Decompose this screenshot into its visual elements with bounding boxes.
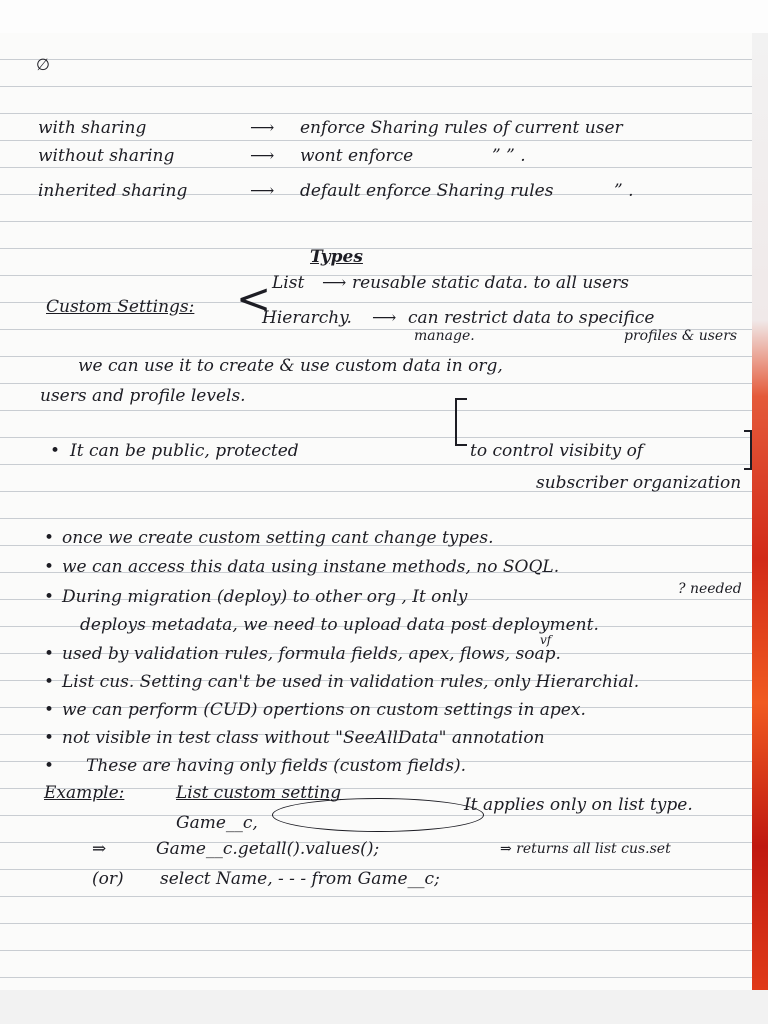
bullet-item: [0, 581, 752, 611]
aside-note: ? needed: [678, 581, 742, 597]
hierarchy-description: can restrict data to specifice: [408, 308, 655, 328]
bracket-icon: [744, 430, 752, 470]
bullet-icon: •: [44, 587, 55, 607]
bullet-icon: •: [44, 728, 55, 748]
keyword: without sharing: [38, 146, 175, 166]
aside-note: vf: [540, 633, 552, 647]
bullet-item: [0, 753, 752, 780]
example-line-3-note: ⇒ returns all list cus.set: [500, 841, 671, 857]
red-background-edge: [752, 33, 768, 990]
sharing-row-2: [0, 143, 752, 170]
bullet-item: [0, 525, 752, 552]
bullet-icon: •: [50, 441, 61, 461]
bullet-text: deploys metadata, we need to upload data post deployment.: [80, 615, 599, 635]
example-line-3: Game__c.getall().values();: [156, 839, 380, 859]
list-type-row: [0, 270, 752, 297]
example-or: (or): [92, 869, 124, 889]
bullet-item: [0, 633, 752, 668]
description: enforce Sharing rules of current user: [300, 118, 623, 138]
usage-text-2: users and profile levels.: [40, 386, 246, 406]
example-line-2: Game__c,: [176, 813, 258, 833]
bullet-text: During migration (deploy) to other org , It only: [62, 587, 468, 607]
list-description: reusable static data. to all users: [352, 273, 629, 293]
bullet-item: [0, 554, 752, 581]
bullet-icon: •: [44, 756, 55, 776]
example-row-3: [0, 836, 752, 863]
visibility-row: [0, 438, 752, 465]
arrow-icon: ⟶: [250, 118, 275, 138]
bullet-text: we can perform (CUD) opertions on custom settings in apex.: [62, 700, 586, 720]
manage-note: manage.: [414, 328, 475, 344]
visibility-note-2: subscriber organization: [536, 473, 742, 493]
visibility-row-2: [0, 470, 752, 497]
bullet-continuation: [0, 612, 752, 639]
usage-line-2: [0, 383, 752, 410]
visibility-text: It can be public, protected: [70, 441, 299, 461]
bullet-item: [0, 697, 752, 724]
arrow-icon: ⟶: [372, 308, 397, 328]
bullet-item: [0, 725, 752, 752]
bullet-text: once we create custom setting cant change types.: [62, 528, 494, 548]
keyword: inherited sharing: [38, 181, 188, 201]
example-row-4: [0, 866, 752, 893]
example-line-4: select Name, - - - from Game__c;: [160, 869, 440, 889]
visibility-note-1: to control visibity of: [470, 441, 644, 461]
sharing-row-1: [0, 115, 752, 142]
sharing-row-3: [0, 178, 752, 205]
bullet-item: [0, 669, 752, 696]
arrow-icon: ⟶: [250, 146, 275, 166]
custom-settings-label: Custom Settings:: [46, 297, 195, 317]
arrow-icon: ⟶: [250, 181, 275, 201]
scan-top-margin: [0, 0, 768, 34]
description: wont enforce: [300, 146, 414, 166]
hierarchy-continuation-row: [0, 323, 752, 350]
hierarchy-label: Hierarchy.: [262, 308, 352, 328]
implies-icon: ⇒: [92, 839, 107, 859]
usage-line-1: [0, 353, 752, 380]
keyword: with sharing: [38, 118, 147, 138]
bracket-icon: [455, 398, 467, 446]
brace-icon: <: [236, 274, 272, 323]
example-note: It applies only on list type.: [464, 795, 693, 815]
ditto-marks: ” .: [614, 181, 634, 201]
bullet-text: not visible in test class without "SeeAllData" annotation: [62, 728, 545, 748]
bullet-icon: •: [44, 700, 55, 720]
bullet-icon: •: [44, 644, 55, 664]
bullet-text: These are having only fields (custom fields).: [86, 756, 466, 776]
pencil-mark-icon: ∅: [36, 55, 50, 74]
bullet-text: List cus. Setting can't be used in validation rules, only Hierarchial.: [62, 672, 640, 692]
bullet-text: we can access this data using instane methods, no SOQL.: [62, 557, 560, 577]
bullet-text: used by validation rules, formula fields, apex, flows, soap.: [62, 644, 561, 664]
hierarchy-description-2: profiles & users: [624, 328, 738, 344]
arrow-icon: ⟶: [322, 273, 347, 293]
bullet-icon: •: [44, 557, 55, 577]
usage-text-1: we can use it to create & use custom data in org,: [78, 356, 503, 376]
types-heading: Types: [310, 247, 363, 267]
bullet-icon: •: [44, 528, 55, 548]
ditto-marks: ” ” .: [492, 146, 526, 166]
example-label: Example:: [44, 783, 125, 803]
types-heading-row: [0, 244, 752, 271]
example-line-1: List custom setting: [176, 783, 342, 803]
bullet-icon: •: [44, 672, 55, 692]
scan-bottom-margin: [0, 990, 768, 1024]
highlight-oval: [272, 798, 484, 832]
description: default enforce Sharing rules: [300, 181, 554, 201]
list-label: List: [272, 273, 305, 293]
